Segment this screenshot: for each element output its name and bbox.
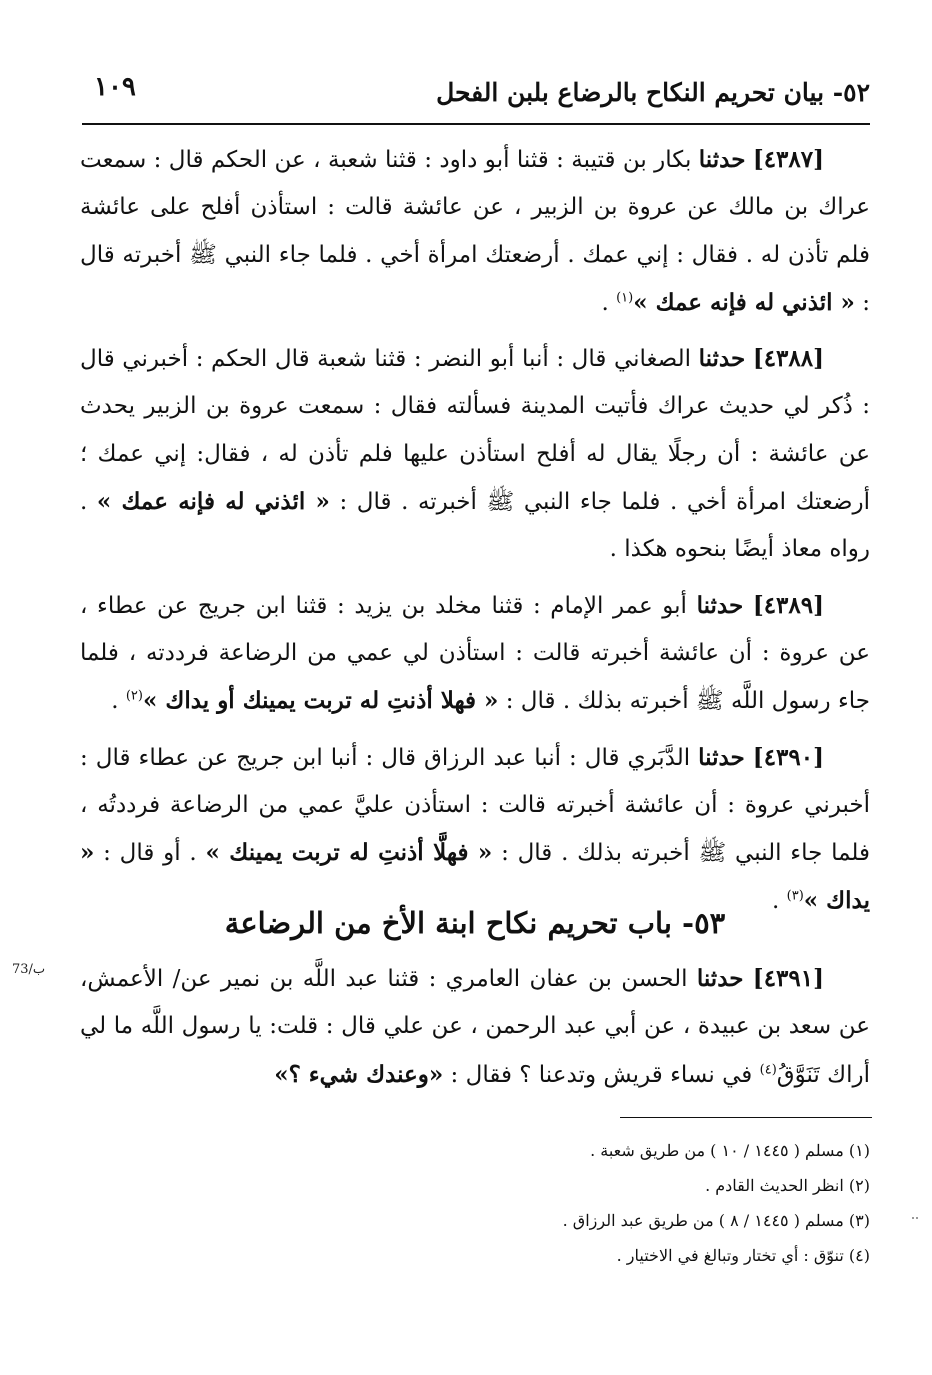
hadith-4388: [80, 335, 870, 573]
hadith-opening: حدثنا: [698, 743, 745, 771]
hadith-tail: . رواه معاذ أيضًا بنحوه هكذا .: [80, 489, 870, 563]
header-divider: [82, 123, 870, 125]
hadith-text: الحسن بن عفان العامري : قثنا عبد اللَّه بن نمير عن/ الأعمش، عن سعد بن عبيدة ، عن أبي عبد الرحمن ، عن علي قال : قلت: يا رسول اللَّه ما لي أراك تَنَوَّقُ: [80, 966, 870, 1088]
prophetic-quote: « فهلَّا أذنتِ له تربت يمينك »: [205, 839, 493, 867]
prophetic-quote: «وعندك شيء ؟»: [274, 1060, 444, 1088]
hadith-opening: حدثنا: [698, 146, 746, 173]
hadith-mid: . أو قال :: [94, 840, 206, 867]
prophetic-quote: « ائذني له فإنه عمك »: [633, 288, 855, 316]
hadith-4389: [80, 582, 870, 726]
hadith-text: أبو عمر الإمام : قثنا مخلد بن يزيد : قثنا ابن جريج عن عطاء ، عن عروة : أن عائشة أخبرته قالت : استأذن لي عمي من الرضاعة فرددته ، فلما جاء رسول اللَّه ﷺ أخبرته بذلك . قال :: [80, 592, 870, 715]
hadith-tail: .: [601, 289, 617, 316]
prophetic-quote: « فهلا أذنتِ له تربت يمينك أو يداك »: [142, 687, 499, 715]
footnote-ref[interactable]: (٤): [759, 1061, 777, 1077]
hadith-opening: حدثنا: [696, 965, 744, 992]
hadith-text: الصغاني قال : أنبا أبو النضر : قثنا شعبة قال الحكم : أخبرني قال : ذُكر لي حديث عراك فأتيت المدينة فسألته فقال : سمعت عروة بن الزبير يحدث عن عائشة : أن رجلًا يقال له أفلح استأذن عليها فلم تأذن له ، فقال: إني عمك ؛ أرضعتك امرأة أخي . فلما جاء النبي ﷺ أخبرته . قال :: [80, 346, 871, 516]
scan-speck: [916, 1217, 918, 1219]
hadith-tail: .: [111, 688, 126, 715]
footnote-1: (١) مسلم ( ١٤٤٥ / ١٠ ) من طريق شعبة .: [590, 1141, 870, 1160]
footnotes: [300, 1133, 870, 1273]
hadith-number: [٤٣٨٩]: [752, 591, 825, 619]
hadith-tail: .: [772, 888, 787, 915]
hadith-4390: [80, 734, 870, 926]
page-number: ١٠٩: [94, 72, 136, 102]
prophetic-quote: « ائذني له فإنه عمك »: [96, 488, 330, 516]
hadith-opening: حدثنا: [696, 591, 744, 619]
footnote-4: (٤) تنوّق : أي تختار وتبالغ في الاختيار .: [616, 1246, 870, 1265]
footnote-ref[interactable]: (٣): [786, 888, 804, 904]
main-text-continued: [80, 955, 870, 1099]
chapter-heading: ٥٣- باب تحريم نكاح ابنة الأخ من الرضاعة: [224, 906, 726, 940]
hadith-number: [٤٣٩١]: [752, 965, 824, 992]
hadith-text-continued: في نساء قريش وتدعنا ؟ فقال :: [443, 1061, 760, 1088]
hadith-number: [٤٣٨٨]: [752, 345, 825, 373]
hadith-4387: [80, 136, 870, 327]
scan-speck: [912, 1217, 914, 1219]
hadith-number: [٤٣٨٧]: [752, 146, 825, 173]
hadith-opening: حدثنا: [698, 345, 746, 373]
manuscript-folio-note: 73/ب: [12, 962, 46, 977]
hadith-text: الدَّبَري قال : أنبا عبد الرزاق قال : أنبا ابن جريج عن عطاء قال : أخبرني عروة : أن عائشة أخبرته قالت : استأذن عليَّ عمي من الرضاعة فرددتُه ، فلما جاء النبي ﷺ أخبرته بذلك . قال :: [80, 744, 870, 867]
footnote-3: (٣) مسلم ( ١٤٤٥ / ٨ ) من طريق عبد الرزاق .: [562, 1211, 870, 1230]
hadith-text: بكار بن قتيبة : قثنا أبو داود : قثنا شعبة ، عن الحكم قال : سمعت عراك بن مالك عن عروة بن الزبير ، عن عائشة قالت : استأذن أفلح على عائشة فلم تأذن له . فقال : إني عمك . أرضعتك امرأة أخي . فلما جاء النبي ﷺ أخبرته قال :: [80, 147, 870, 316]
main-text: [80, 136, 870, 934]
hadith-4391: [80, 955, 870, 1099]
hadith-number: [٤٣٩٠]: [752, 743, 824, 771]
chapter-running-title: ٥٢- بيان تحريم النكاح بالرضاع بلبن الفحل: [436, 78, 870, 107]
footnote-ref[interactable]: (٢): [125, 688, 143, 704]
prophetic-quote-alt: « يداك »: [80, 839, 870, 915]
footnote-ref[interactable]: (١): [616, 290, 634, 306]
footnote-2: (٢) انظر الحديث القادم .: [705, 1176, 870, 1195]
footnote-divider: [620, 1117, 872, 1118]
